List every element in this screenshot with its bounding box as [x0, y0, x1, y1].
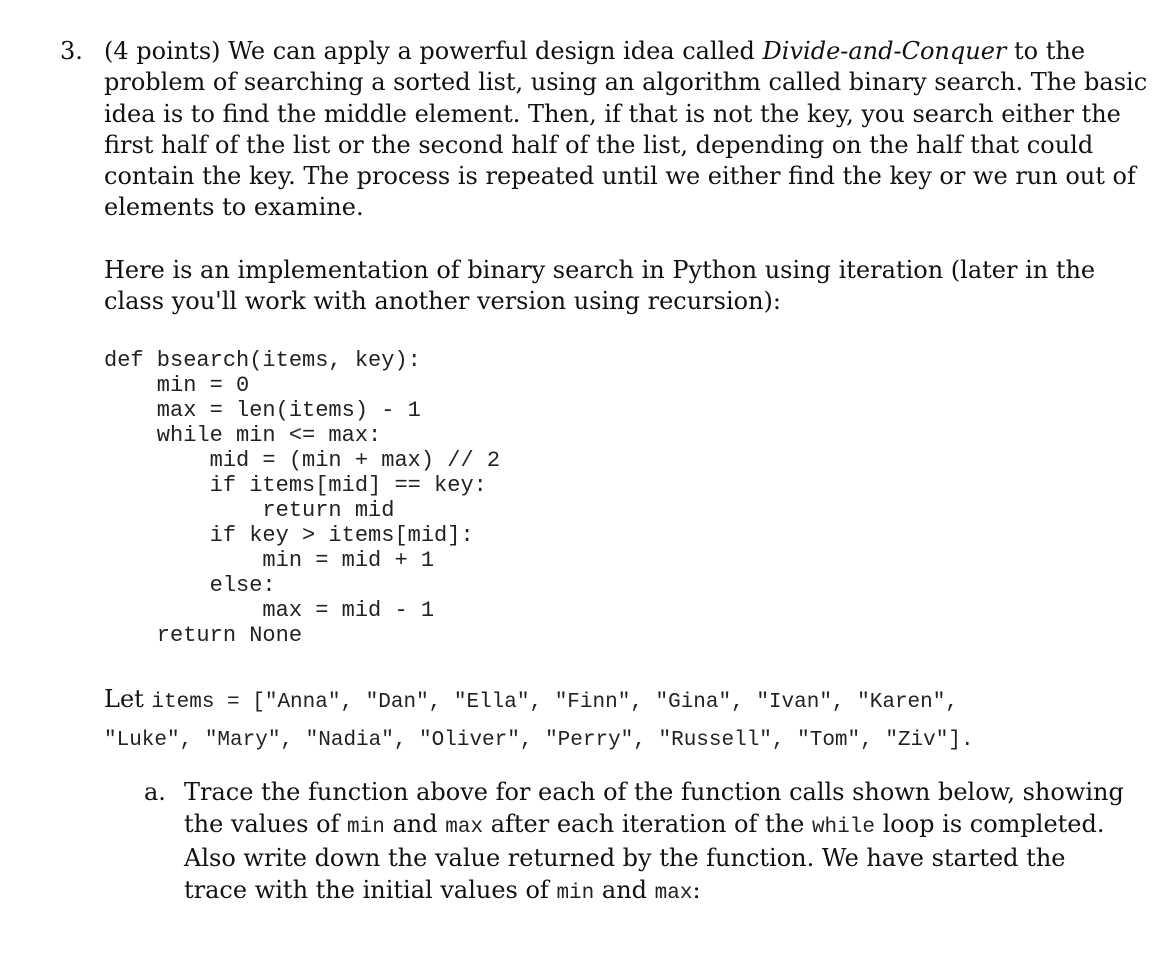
intro-line: idea is to find the middle element. Then, if that is not the key, you search either the [104, 99, 1121, 128]
intro-line: problem of searching a sorted list, using an algorithm called binary search. The basic [104, 68, 1148, 97]
code-line: max = len(items) - 1 [104, 398, 421, 423]
code-line: while min <= max: [104, 423, 382, 448]
code-line: def bsearch(items, key): [104, 348, 421, 373]
implementation-line: Here is an implementation of binary search in Python using iteration (later in the [104, 256, 1096, 284]
part-a-text: trace with the initial values of [184, 875, 557, 904]
intro-line: contain the key. The process is repeated until we either find the key or we run out of [104, 162, 1136, 191]
question-intro [104, 36, 1148, 224]
inline-code: min [347, 815, 385, 839]
intro-line: elements to examine. [104, 193, 364, 222]
part-a-text: the values of [184, 809, 348, 838]
implementation-line: class you'll work with another version using recursion): [104, 287, 781, 316]
items-code: items = ["Anna", "Dan", "Ella", "Finn", "Gina", "Ivan", "Karen", [151, 691, 958, 714]
intro-line: first half of the list or the second half of the list, depending on the half that could [104, 130, 1094, 159]
part-a-letter: a. [144, 778, 166, 806]
code-line: return None [104, 623, 303, 648]
inline-code: while [811, 815, 875, 839]
part-a-text: and [384, 809, 446, 838]
part-a-text: : [692, 875, 701, 904]
bsearch-code-block [104, 348, 500, 648]
part-a-text: loop is completed. [874, 809, 1105, 838]
items-definition [104, 682, 974, 758]
items-line-1 [104, 682, 974, 720]
part-a-line: Also write down the value returned by the function. We have started the [184, 844, 1066, 872]
implementation-intro [104, 255, 1104, 318]
code-line: min = 0 [104, 373, 250, 398]
intro-text: to the [1006, 37, 1086, 65]
items-line-2 [104, 720, 974, 758]
part-a-line: Trace the function above for each of the function calls shown below, showing [184, 778, 1124, 806]
inline-code: min [556, 881, 595, 905]
intro-line [104, 36, 1104, 67]
items-code: "Luke", "Mary", "Nadia", "Oliver", "Perry", "Russell", "Tom", "Ziv"]. [104, 729, 974, 752]
items-prefix: Let [104, 685, 152, 713]
code-line: if key > items[mid]: [104, 523, 474, 548]
code-line: if items[mid] == key: [104, 473, 487, 498]
code-line: mid = (min + max) // 2 [104, 448, 501, 473]
divide-and-conquer-term: Divide-and-Conquer [762, 37, 1007, 65]
code-line: return mid [104, 498, 395, 523]
part-a-line [184, 875, 1124, 910]
question-number: 3. [60, 37, 83, 65]
part-a-line [184, 809, 1124, 844]
inline-code: max [654, 881, 693, 905]
part-a-text: and [594, 875, 655, 904]
part-a-instructions [184, 777, 1124, 909]
code-line: max = mid - 1 [104, 598, 435, 623]
inline-code: max [445, 815, 484, 839]
intro-text: (4 points) We can apply a powerful design idea called [104, 37, 763, 65]
code-line: min = mid + 1 [104, 548, 435, 573]
part-a-text: after each iteration of the [483, 809, 812, 838]
code-line: else: [104, 573, 276, 598]
